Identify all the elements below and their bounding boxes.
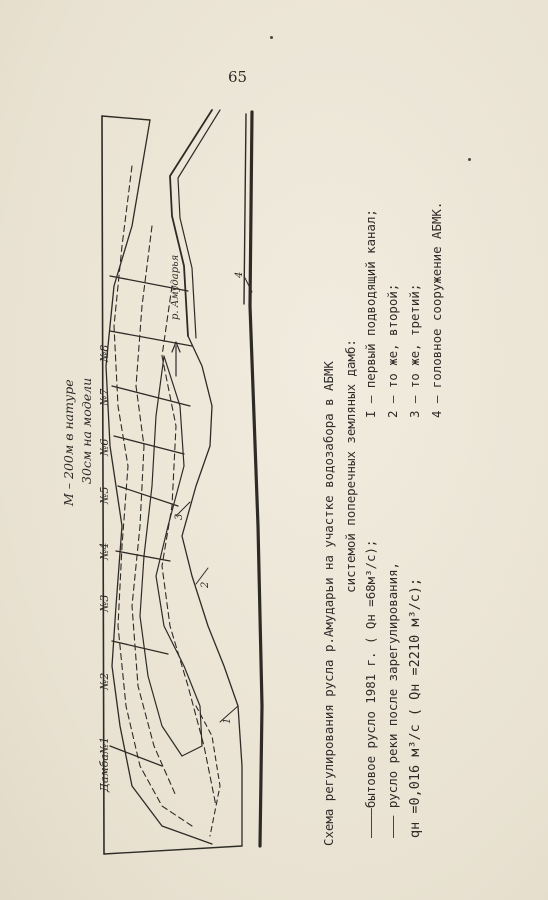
dam-7 [110, 331, 192, 346]
legend-regulated-bed: ——— русло реки после зарегулирования, [385, 561, 400, 838]
callout-label-2: 2 [200, 581, 211, 588]
scale-line-nature: M – 200м в натуре [61, 379, 76, 506]
reference-item-2: 2 – то же, второй; [385, 283, 400, 418]
old-bed-right [162, 286, 216, 806]
dam-1 [110, 746, 162, 766]
reference-item-3: 3 – то же, третий; [407, 283, 422, 418]
dam-label-6: №6 [98, 438, 111, 456]
river-scheme-figure [92, 106, 272, 858]
legend-specific-flow: qн =0,016 м³/с ( Qн =2210 м³/с); [407, 577, 423, 838]
river-scheme-drawing [92, 106, 272, 858]
reference-item-4: 4 – головное сооружение АБМК. [429, 201, 444, 418]
caption-title-line1: Схема регулирования русла р.Амударьи на участке водозабора в АБМК [321, 361, 336, 846]
page-number: 65 [228, 68, 248, 86]
river-name-label: р. Амударья [170, 254, 181, 320]
reference-item-1: I – первый подводящий канал; [363, 209, 378, 418]
dam-4 [118, 486, 178, 506]
scan-speck [468, 158, 471, 161]
dam-label-2: №2 [98, 672, 111, 690]
dam-label-5: №5 [98, 486, 111, 504]
legend-right-column [360, 202, 448, 418]
scale-line-model: 30см на модели [79, 377, 94, 484]
scale-note [60, 206, 96, 506]
figure-caption [318, 86, 362, 846]
regulated-bed-right [182, 336, 242, 846]
scan-speck [270, 36, 273, 39]
dam-label-1: Дамба№1 [98, 736, 111, 792]
callout-label-1: 1 [222, 717, 233, 724]
legend-old-bed: ————бытовое русло 1981 г. ( Qн =68м³/с); [363, 539, 378, 838]
upper-channel-right [178, 110, 220, 338]
dam-label-7: №7 [98, 388, 111, 406]
island-outline [140, 356, 202, 756]
right-bank-thick [250, 112, 262, 846]
old-bed-loop [196, 706, 220, 836]
frame-bottom-edge [104, 846, 242, 854]
dam-label-4: №4 [98, 542, 111, 560]
dam-label-3: №3 [98, 594, 111, 612]
frame-top-edge [102, 116, 150, 120]
caption-title-line2: системой поперечных земляных дамб: [343, 339, 358, 593]
callout-label-4: 4 [234, 271, 245, 278]
legend-left-column [360, 540, 426, 838]
dam-label-8: №8 [98, 344, 111, 362]
regulated-bed-left [106, 120, 212, 844]
dam-6 [112, 386, 190, 406]
callout-label-3: 3 [174, 513, 185, 520]
